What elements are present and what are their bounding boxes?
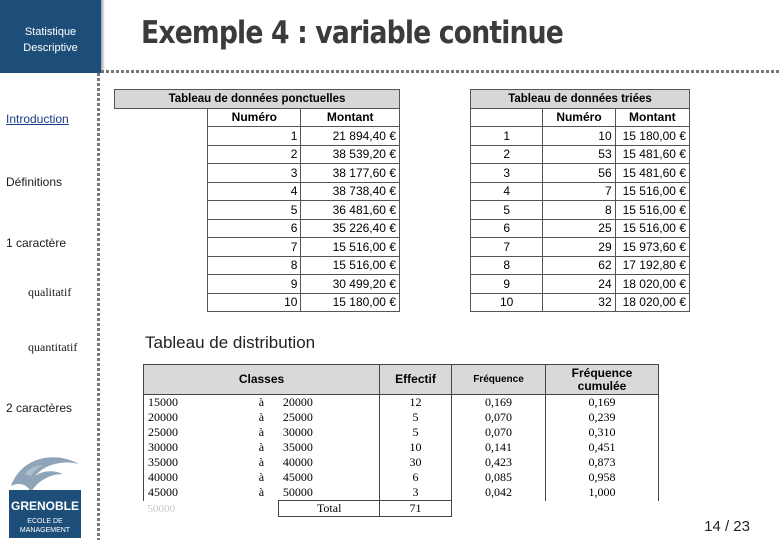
cell-effectif: 5 [380,410,452,425]
cell-frequence-cumulee: 0,169 [546,395,659,411]
nav-qualitatif[interactable]: qualitatif [28,285,72,299]
cell-montant: 18 020,00 € [615,275,689,294]
cell-numero: 32 [543,293,615,312]
table-row [115,127,400,146]
cell-montant: 15 516,00 € [301,256,400,275]
sidebar-header-shadow [101,0,105,73]
cell-borne-inf: 15000 [144,395,245,411]
section-subtitle: Tableau de distribution [145,333,316,352]
table-row [144,485,659,501]
cell-frequence: 0,423 [452,455,546,470]
cell-frequence-cumulee: 1,000 [546,485,659,501]
table-row [115,201,400,220]
cell-effectif: 6 [380,470,452,485]
table-row [471,238,690,257]
table-row [144,410,659,425]
cell-rang: 9 [471,275,543,294]
table-donnees-ponctuelles [114,89,400,312]
cell-montant: 30 499,20 € [301,275,400,294]
cell-rang: 7 [471,238,543,257]
table-row [115,238,400,257]
cell-effectif: 3 [380,485,452,501]
cell-montant: 38 738,40 € [301,182,400,201]
cell-numero: 10 [208,293,301,312]
logo-text-1: GRENOBLE [10,499,80,513]
table-row [115,145,400,164]
cell-montant: 38 539,20 € [301,145,400,164]
cell-frequence: 0,042 [452,485,546,501]
cell-rang: 3 [471,164,543,183]
cell-frequence: 0,141 [452,440,546,455]
cell-borne-inf: 25000 [144,425,245,440]
cell-borne-inf: 40000 [144,470,245,485]
cell-montant: 38 177,60 € [301,164,400,183]
table-row [144,395,659,411]
cell-borne-inf: 45000 [144,485,245,501]
cell-frequence: 0,169 [452,395,546,411]
sidebar-header [0,0,101,73]
table-row [144,455,659,470]
cell-borne-sup: 35000 [279,440,380,455]
cell-frequence: 0,070 [452,410,546,425]
total-label: Total [279,501,380,517]
cell-frequence: 0,070 [452,425,546,440]
cell-frequence-cumulee: 0,873 [546,455,659,470]
cell-frequence: 0,085 [452,470,546,485]
cell-montant: 15 516,00 € [615,219,689,238]
dolphin-logo-icon [7,452,83,540]
cell-borne-sup: 50000 [279,485,380,501]
sidebar-divider [97,73,100,540]
nav-2-caracteres[interactable]: 2 caractères [6,401,73,415]
header-effectif: Effectif [380,365,452,395]
cell-rang: 4 [471,182,543,201]
cell-borne-inf: 30000 [144,440,245,455]
table-row [471,293,690,312]
cell-rang: 2 [471,145,543,164]
cell-effectif: 30 [380,455,452,470]
table-row [144,470,659,485]
cell-rang: 6 [471,219,543,238]
header-frequence-cumulee: Fréquence cumulée [546,365,659,395]
cell-montant: 21 894,40 € [301,127,400,146]
cell-montant: 15 180,00 € [615,127,689,146]
cell-montant: 15 973,60 € [615,238,689,257]
table-caption: Tableau de données triées [471,90,690,109]
table-caption: Tableau de données ponctuelles [115,90,400,109]
ghost-value: 50000 [147,503,175,515]
table-row [115,164,400,183]
logo-text-2: ECOLE DE [27,518,63,525]
table-row [471,127,690,146]
cell-montant: 36 481,60 € [301,201,400,220]
column-header: Montant [615,108,689,127]
total-value: 71 [380,501,452,517]
column-header: Numéro [543,108,615,127]
cell-montant: 15 516,00 € [615,201,689,220]
cell-montant: 15 481,60 € [615,164,689,183]
cell-numero: 9 [208,275,301,294]
header-frequence: Fréquence [452,365,546,395]
cell-borne-inf: 20000 [144,410,245,425]
cell-borne-sup: 30000 [279,425,380,440]
cell-rang: 8 [471,256,543,275]
table-row [471,182,690,201]
cell-montant: 15 516,00 € [615,182,689,201]
table-row [115,293,400,312]
cell-a: à [258,425,265,439]
cell-montant: 17 192,80 € [615,256,689,275]
table-row [115,256,400,275]
table-row [471,275,690,294]
table-donnees-triees [470,89,690,312]
column-header: Montant [301,108,400,127]
header-divider [101,70,780,73]
table-row [115,275,400,294]
cell-a: à [258,455,265,469]
cell-borne-sup: 25000 [279,410,380,425]
cell-montant: 35 226,40 € [301,219,400,238]
cell-numero: 8 [208,256,301,275]
page-number: 14 / 23 [704,518,750,535]
cell-numero: 8 [543,201,615,220]
cell-borne-sup: 20000 [279,395,380,411]
cell-a: à [258,470,265,484]
cell-numero: 53 [543,145,615,164]
cell-a: à [258,440,265,454]
cell-rang: 10 [471,293,543,312]
cell-numero: 10 [543,127,615,146]
cell-numero: 7 [208,238,301,257]
sidebar-header-line-2: Descriptive [23,42,78,54]
cell-frequence-cumulee: 0,958 [546,470,659,485]
cell-effectif: 12 [380,395,452,411]
cell-frequence-cumulee: 0,451 [546,440,659,455]
nav-introduction[interactable]: Introduction [6,112,69,126]
cell-rang: 1 [471,127,543,146]
cell-frequence-cumulee: 0,239 [546,410,659,425]
cell-montant: 15 180,00 € [301,293,400,312]
table-row [471,164,690,183]
table-row [115,219,400,238]
cell-effectif: 5 [380,425,452,440]
cell-borne-sup: 45000 [279,470,380,485]
nav-definitions[interactable]: Définitions [6,175,63,189]
cell-effectif: 10 [380,440,452,455]
grenoble-logo [7,452,83,540]
table-row [144,425,659,440]
table-distribution [143,364,659,517]
cell-montant: 18 020,00 € [615,293,689,312]
cell-borne-inf: 35000 [144,455,245,470]
cell-numero: 25 [543,219,615,238]
logo-text-3: MANAGEMENT [19,527,71,534]
cell-a: à [258,395,265,409]
cell-a: à [258,410,265,424]
nav-1-caractere[interactable]: 1 caractère [6,236,67,250]
cell-montant: 15 516,00 € [301,238,400,257]
table-row [471,256,690,275]
cell-rang: 5 [471,201,543,220]
cell-numero: 24 [543,275,615,294]
cell-numero: 7 [543,182,615,201]
cell-numero: 6 [208,219,301,238]
cell-numero: 3 [208,164,301,183]
nav-quantitatif[interactable]: quantitatif [28,340,78,354]
table-row [144,440,659,455]
cell-frequence-cumulee: 0,310 [546,425,659,440]
cell-numero: 1 [208,127,301,146]
cell-numero: 29 [543,238,615,257]
table-row [471,219,690,238]
table-row [115,182,400,201]
cell-borne-sup: 40000 [279,455,380,470]
cell-numero: 56 [543,164,615,183]
sidebar-header-line-1: Statistique [24,26,77,38]
cell-numero: 62 [543,256,615,275]
cell-a: à [258,485,265,500]
cell-numero: 5 [208,201,301,220]
header-classes: Classes [144,365,380,395]
cell-montant: 15 481,60 € [615,145,689,164]
table-row [471,145,690,164]
column-header: Numéro [208,108,301,127]
page-title: Exemple 4 : variable continue [141,15,563,51]
cell-numero: 2 [208,145,301,164]
table-row [471,201,690,220]
cell-numero: 4 [208,182,301,201]
